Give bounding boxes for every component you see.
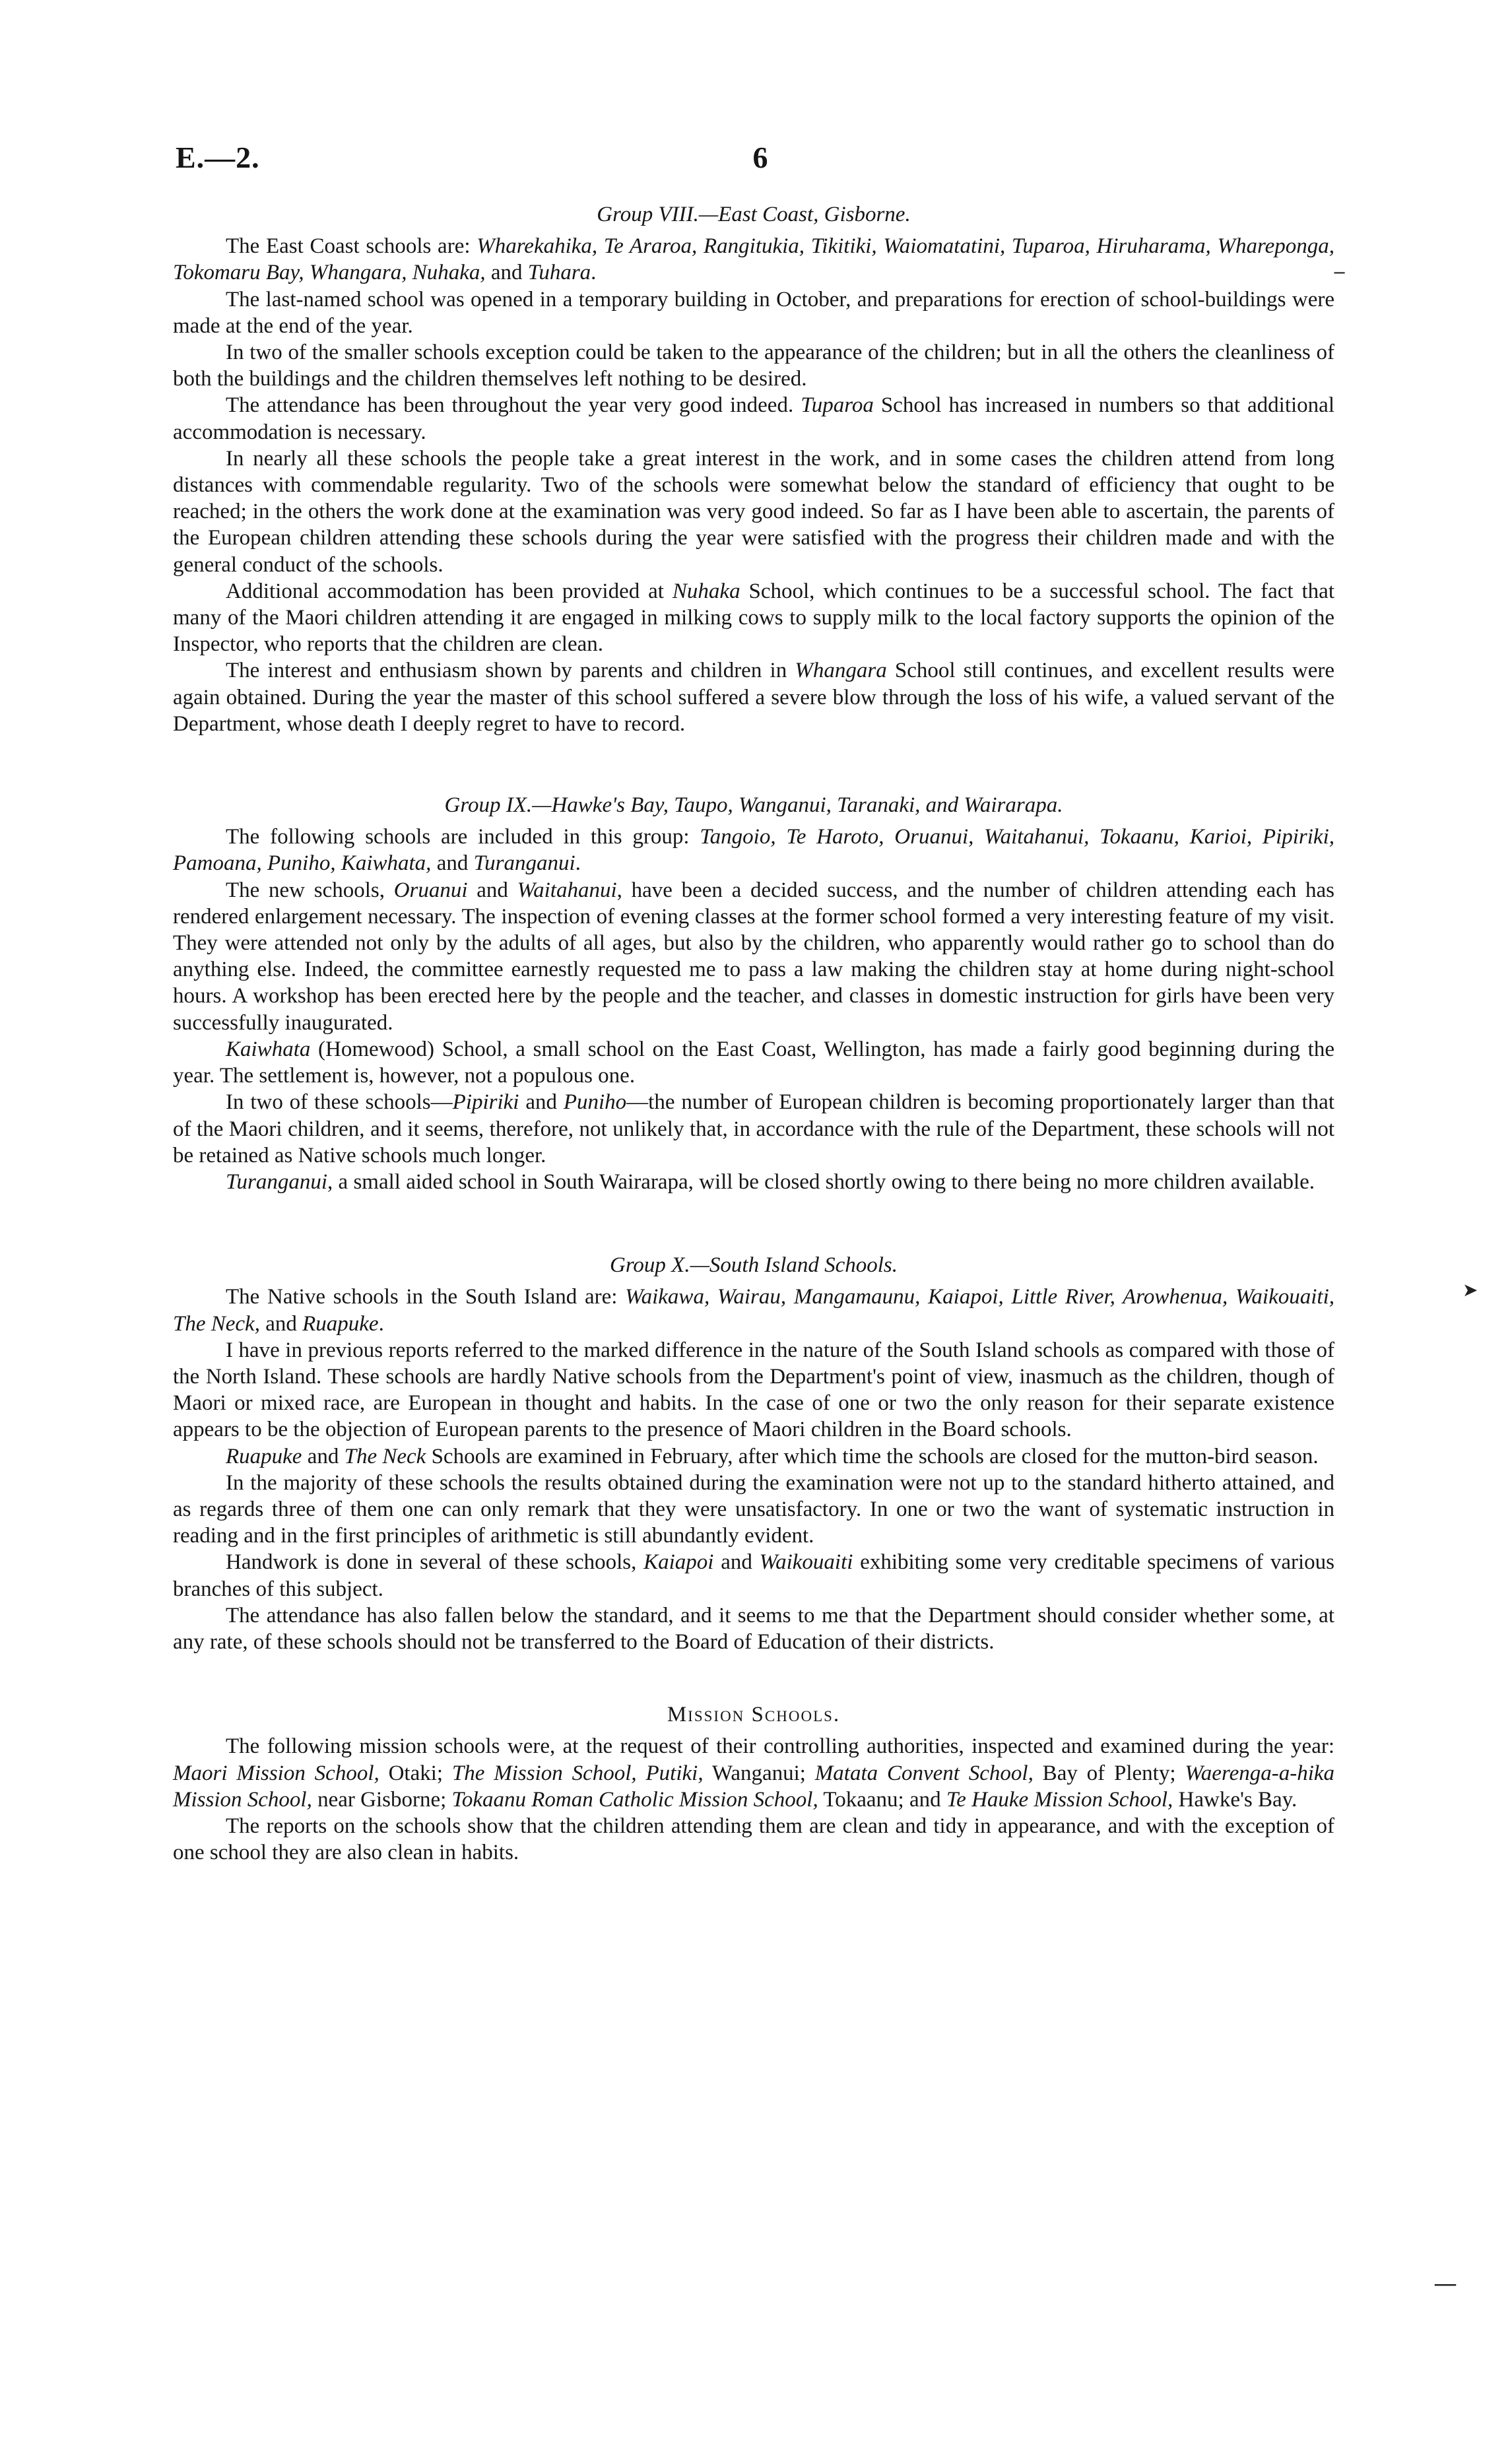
- paragraph: The East Coast schools are: Wharekahika, Te Araroa, Rangitukia, Tikitiki, Waiomatatini, Tuparoa, Hiruharama, Whareponga, Tokomaru Bay, Whangara, Nuhaka, and Tuhara.: [173, 234, 1334, 285]
- paragraph: The attendance has been throughout the year very good indeed. Tuparoa School has increased in numbers so that additional accommodation is necessary.: [173, 393, 1334, 444]
- report-body: [173, 201, 1334, 1866]
- section-title-group-10: Group X.—South Island Schools.: [609, 1253, 898, 1278]
- paragraph: The new schools, Oruanui and Waitahanui, have been a decided success, and the number of children attending each has rendered enlargement necessary. The inspection of evening classes at the former school formed a very interesting feature of my visit. They were attended not only by the adults of all ages, but also by the children, who apparently would rather go to school than do anything else. Indeed, the committee earnestly requested me to pass a law making the children stay at home during night-school hours. A workshop has been erected here by the people and the teacher, and classes in domestic instruction for girls have been very successfully inaugurated.: [173, 878, 1334, 1035]
- paragraph: In two of the smaller schools exception could be taken to the appearance of the children; but in all the others the cleanliness of both the buildings and the children themselves left nothing to be desired.: [173, 341, 1334, 391]
- page-number: 6: [752, 141, 768, 174]
- paragraph: Kaiwhata (Homewood) School, a small school on the East Coast, Wellington, has made a fairly good beginning during the year. The settlement is, however, not a populous one.: [173, 1037, 1334, 1088]
- section-title-group-9: Group IX.—Hawke's Bay, Taupo, Wanganui, Taranaki, and Wairarapa.: [444, 793, 1063, 818]
- paragraph: The last-named school was opened in a temporary building in October, and preparations for erection of school-buildings were made at the end of the year.: [173, 287, 1334, 338]
- paragraph: The interest and enthusiasm shown by parents and children in Whangara School still continues, and excellent results were again obtained. During the year the master of this school suffered a severe blow through the loss of his wife, a valued servant of the Department, whose death I deeply regret to have to record.: [173, 659, 1334, 736]
- section-title-mission-schools: Mission Schools.: [667, 1703, 841, 1727]
- paragraph: The attendance has also fallen below the standard, and it seems to me that the Department should consider whether some, at any rate, of these schools should not be transferred to the Board of Education of their districts.: [173, 1603, 1334, 1654]
- paragraph: I have in previous reports referred to the marked difference in the nature of the South Island schools as compared with those of the North Island. These schools are hardly Native schools from the Department's point of view, inasmuch as the children, though of Maori or mixed race, are European in thought and habits. In the case of one or two the only reason for their separate existence appears to be the objection of European parents to the presence of Maori children in the Board schools.: [173, 1338, 1334, 1442]
- scan-mark-arrow: ➤: [1463, 1279, 1478, 1301]
- section-title-group-8: Group VIII.—East Coast, Gisborne.: [597, 203, 911, 226]
- report-section-label: E.—2.: [176, 141, 260, 174]
- paragraph: Additional accommodation has been provided at Nuhaka School, which continues to be a successful school. The fact that many of the Maori children attending it are engaged in milking cows to supply milk to the local factory supports the opinion of the Inspector, who reports that the children are clean.: [173, 579, 1334, 657]
- paragraph: In the majority of these schools the results obtained during the examination were not up to the standard hitherto attained, and as regards three of them one can only remark that they were unsatisfactory. In one or two the want of systematic instruction in reading and in the first principles of arithmetic is still abundantly evident.: [173, 1470, 1334, 1548]
- paragraph: The reports on the schools show that the children attending them are clean and tidy in appearance, and with the exception of one school they are also clean in habits.: [173, 1814, 1334, 1865]
- paragraph: Turanganui, a small aided school in South Wairarapa, will be closed shortly owing to there being no more children available.: [226, 1169, 1315, 1194]
- paragraph: In nearly all these schools the people take a great interest in the work, and in some cases the children attend from long distances with commendable regularity. Two of the schools were somewhat below the standard of efficiency that ought to be reached; in the others the work done at the examination was very good indeed. So far as I have been able to ascertain, the parents of the European children attending these schools during the year were satisfied with the progress their children made and with the general conduct of the schools.: [173, 446, 1334, 577]
- scan-mark-stroke: —: [1433, 2270, 1457, 2297]
- paragraph: Ruapuke and The Neck Schools are examined in February, after which time the schools are closed for the mutton-bird season.: [226, 1444, 1319, 1468]
- scan-mark-dash: ‒: [1333, 261, 1346, 284]
- paragraph: Handwork is done in several of these schools, Kaiapoi and Waikouaiti exhibiting some very creditable specimens of various branches of this subject.: [173, 1550, 1334, 1601]
- paragraph: The following mission schools were, at the request of their controlling authorities, inspected and examined during the year: Maori Mission School, Otaki; The Mission School, Putiki, Wanganui; Matata Convent School, Bay of Plenty; Waerenga-a-hika Mission School, near Gisborne; Tokaanu Roman Catholic Mission School, Tokaanu; and Te Hauke Mission School, Hawke's Bay.: [173, 1734, 1335, 1812]
- paragraph: The following schools are included in this group: Tangoio, Te Haroto, Oruanui, Waitahanui, Tokaanu, Karioi, Pipiriki, Pamoana, Puniho, Kaiwhata, and Turanganui.: [173, 825, 1334, 876]
- paragraph: In two of these schools—Pipiriki and Puniho—the number of European children is becoming proportionately larger than that of the Maori children, and it seems, therefore, not unlikely that, in accordance with the rule of the Department, these schools will not be retained as Native schools much longer.: [173, 1090, 1334, 1167]
- paragraph: The Native schools in the South Island are: Waikawa, Wairau, Mangamaunu, Kaiapoi, Little River, Arowhenua, Waikouaiti, The Neck, and Ruapuke.: [173, 1285, 1334, 1336]
